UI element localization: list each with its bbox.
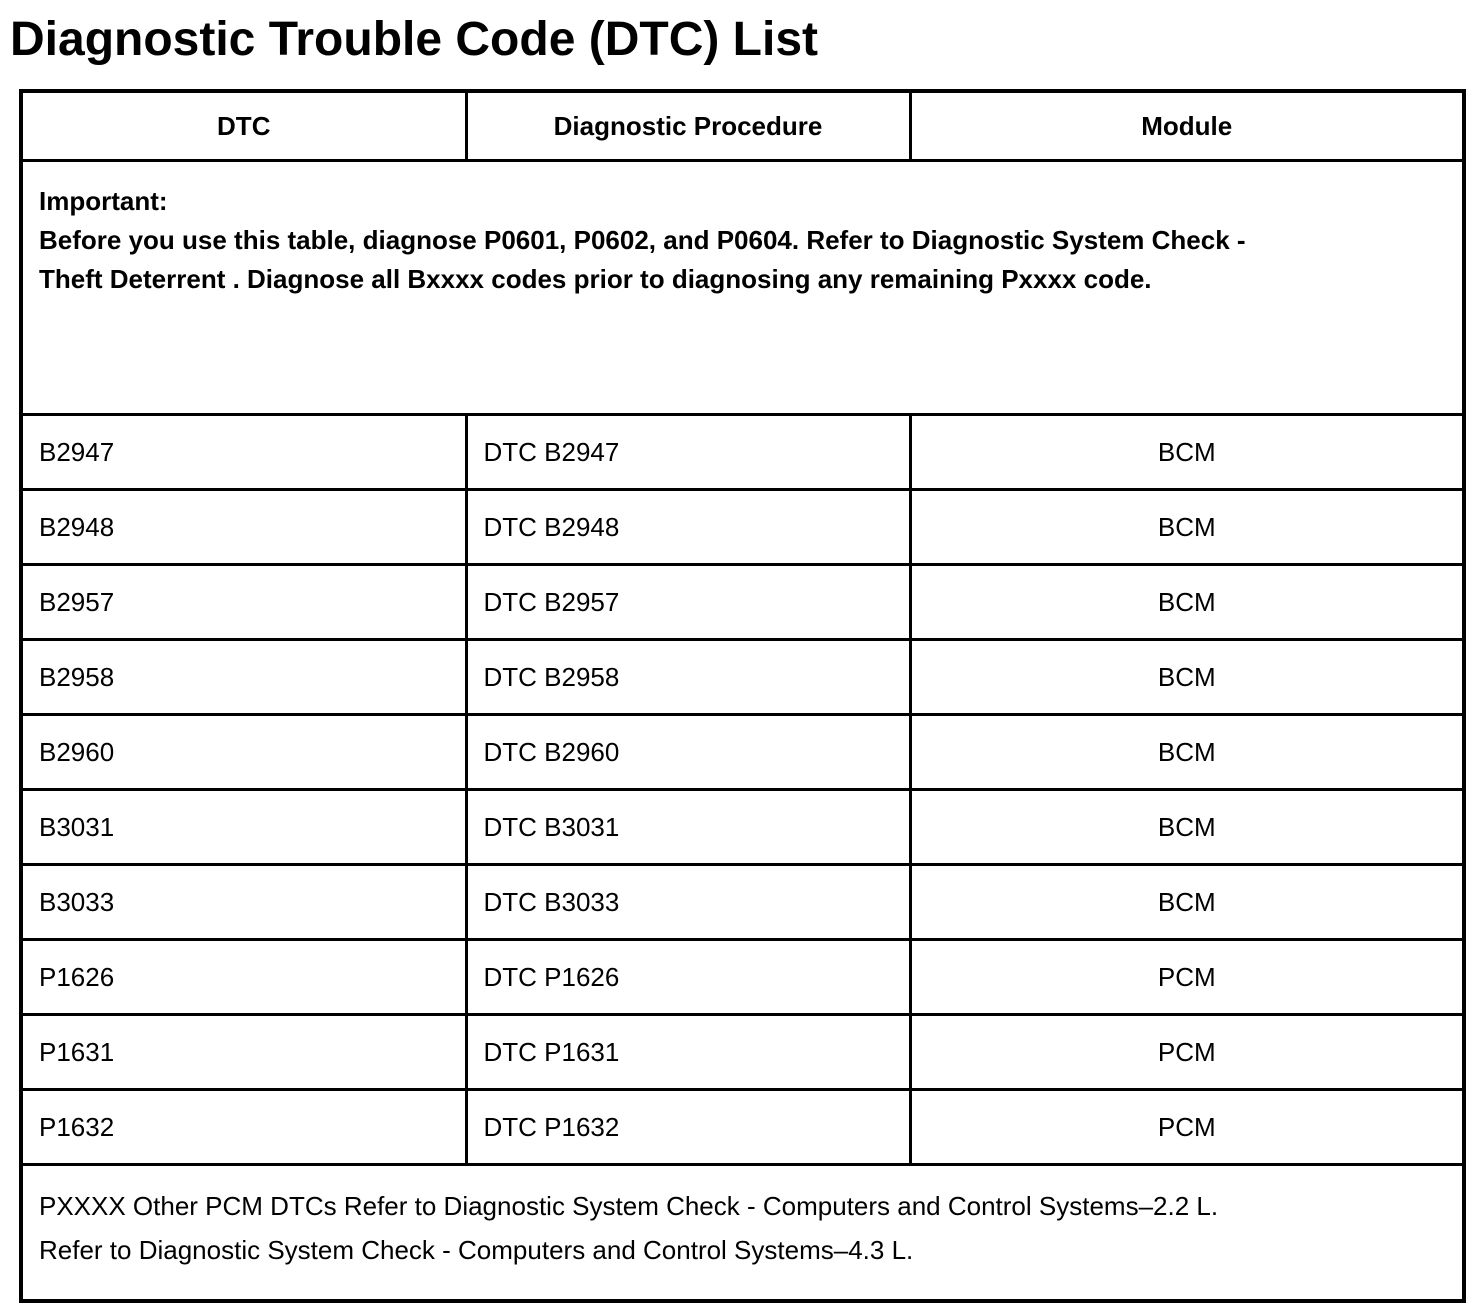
- dtc-code: B2957: [21, 565, 466, 640]
- header-module: Module: [910, 91, 1464, 161]
- diagnostic-procedure: DTC B3033: [466, 865, 910, 940]
- table-row: [21, 715, 1464, 790]
- dtc-code: P1626: [21, 940, 466, 1015]
- dtc-code: P1632: [21, 1090, 466, 1165]
- diagnostic-procedure: DTC B2957: [466, 565, 910, 640]
- module: BCM: [910, 865, 1464, 940]
- important-note: [21, 161, 1464, 415]
- diagnostic-procedure: DTC P1632: [466, 1090, 910, 1165]
- table-row: [21, 1015, 1464, 1090]
- table-row: [21, 490, 1464, 565]
- module: PCM: [910, 1090, 1464, 1165]
- table-row: [21, 865, 1464, 940]
- module: BCM: [910, 715, 1464, 790]
- dtc-code: B2948: [21, 490, 466, 565]
- table-row: [21, 790, 1464, 865]
- table-row: [21, 1090, 1464, 1165]
- important-row: [21, 161, 1464, 415]
- module: PCM: [910, 940, 1464, 1015]
- diagnostic-procedure: DTC B2958: [466, 640, 910, 715]
- important-text-line-1: Before you use this table, diagnose P0601, P0602, and P0604. Refer to Diagnostic System Check -: [39, 225, 1246, 255]
- diagnostic-procedure: DTC P1626: [466, 940, 910, 1015]
- footer-note: [21, 1165, 1464, 1302]
- important-text-line-2: Theft Deterrent . Diagnose all Bxxxx codes prior to diagnosing any remaining Pxxxx code.: [39, 264, 1152, 294]
- module: BCM: [910, 565, 1464, 640]
- module: BCM: [910, 490, 1464, 565]
- module: PCM: [910, 1015, 1464, 1090]
- footer-row: [21, 1165, 1464, 1302]
- footer-text-line-2: Refer to Diagnostic System Check - Computers and Control Systems–4.3 L.: [39, 1235, 914, 1265]
- dtc-code: B2947: [21, 415, 466, 490]
- footer-text-line-1: PXXXX Other PCM DTCs Refer to Diagnostic System Check - Computers and Control Systems–2.2 L.: [39, 1191, 1219, 1221]
- dtc-code: B3033: [21, 865, 466, 940]
- table-row: [21, 565, 1464, 640]
- module: BCM: [910, 790, 1464, 865]
- dtc-code: B2960: [21, 715, 466, 790]
- diagnostic-procedure: DTC B2948: [466, 490, 910, 565]
- table-row: [21, 415, 1464, 490]
- important-label: Important:: [39, 186, 168, 216]
- module: BCM: [910, 415, 1464, 490]
- diagnostic-procedure: DTC B2960: [466, 715, 910, 790]
- page-title: Diagnostic Trouble Code (DTC) List: [10, 13, 819, 66]
- dtc-table: [19, 89, 1466, 1303]
- table-header-row: [21, 91, 1464, 161]
- diagnostic-procedure: DTC B3031: [466, 790, 910, 865]
- diagnostic-procedure: DTC P1631: [466, 1015, 910, 1090]
- dtc-code: B2958: [21, 640, 466, 715]
- dtc-code: P1631: [21, 1015, 466, 1090]
- dtc-code: B3031: [21, 790, 466, 865]
- table-row: [21, 940, 1464, 1015]
- header-dtc: DTC: [21, 91, 466, 161]
- module: BCM: [910, 640, 1464, 715]
- table-row: [21, 640, 1464, 715]
- diagnostic-procedure: DTC B2947: [466, 415, 910, 490]
- header-diagnostic-procedure: Diagnostic Procedure: [466, 91, 910, 161]
